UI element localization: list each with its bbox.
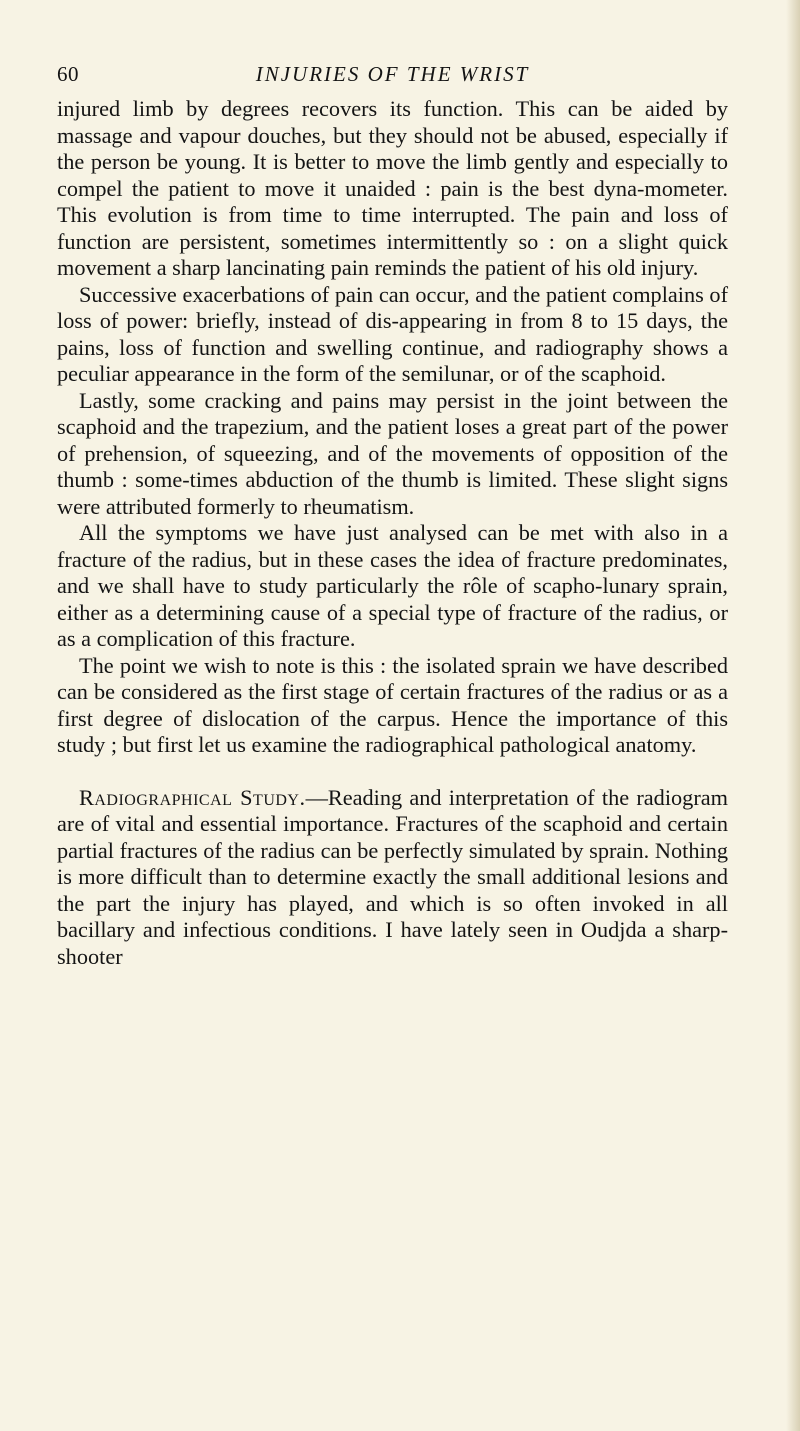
book-page <box>57 62 728 970</box>
body-text <box>57 96 728 970</box>
page-edge-shadow <box>786 0 800 1431</box>
section-radiographical-study <box>57 785 728 971</box>
running-title: INJURIES OF THE WRIST <box>255 62 530 86</box>
section-heading: Radiographical Study. <box>79 784 306 810</box>
page-number: 60 <box>57 62 79 86</box>
paragraph-point: The point we wish to note is this : the isolated sprain we have described can be considered as the first stage of certain fractures of the radius or as a first degree of dislocation of the carpus. Hence the importance of this study ; but first let us examine the radiographical pathological anatomy. <box>57 652 728 757</box>
running-head <box>57 62 728 96</box>
section-text: —Reading and interpretation of the radiogram are of vital and essential importance. Fractures of the scaphoid and certain partial fractures of the radius can be perfectly simulated by sprain. Nothing is more difficult than to determine exactly the small additional lesions and the part the injury has played, and which is so often invoked in all bacillary and infectious conditions. I have lately seen in Oudjda a sharp-shooter <box>57 784 728 969</box>
paragraph-cracking: Lastly, some cracking and pains may persist in the joint between the scaphoid and the trapezium, and the patient loses a great part of the power of prehension, of squeezing, and of the movements of opposition of the thumb : some-times abduction of the thumb is limited. These slight signs were attributed formerly to rheumatism. <box>57 387 728 519</box>
paragraph-exacerbations: Successive exacerbations of pain can occur, and the patient complains of loss of power: briefly, instead of dis-appearing in from 8 to 15 days, the pains, loss of function and swelling continue, and radiography shows a peculiar appearance in the form of the semilunar, or of the scaphoid. <box>57 281 728 386</box>
paragraph-symptoms: All the symptoms we have just analysed can be met with also in a fracture of the radius, but in these cases the idea of fracture predominates, and we shall have to study particularly the rôle of scapho-lunary sprain, either as a determining cause of a special type of fracture of the radius, or as a complication of this fracture. <box>57 520 728 651</box>
paragraph-continuation: injured limb by degrees recovers its function. This can be aided by massage and vapour douches, but they should not be abused, especially if the person be young. It is better to move the limb gently and especially to compel the patient to move it unaided : pain is the best dyna-mometer. This evolution is from time to time interrupted. The pain and loss of function are persistent, sometimes intermittently so : on a slight quick movement a sharp lancinating pain reminds the patient of his old injury. <box>57 96 728 280</box>
